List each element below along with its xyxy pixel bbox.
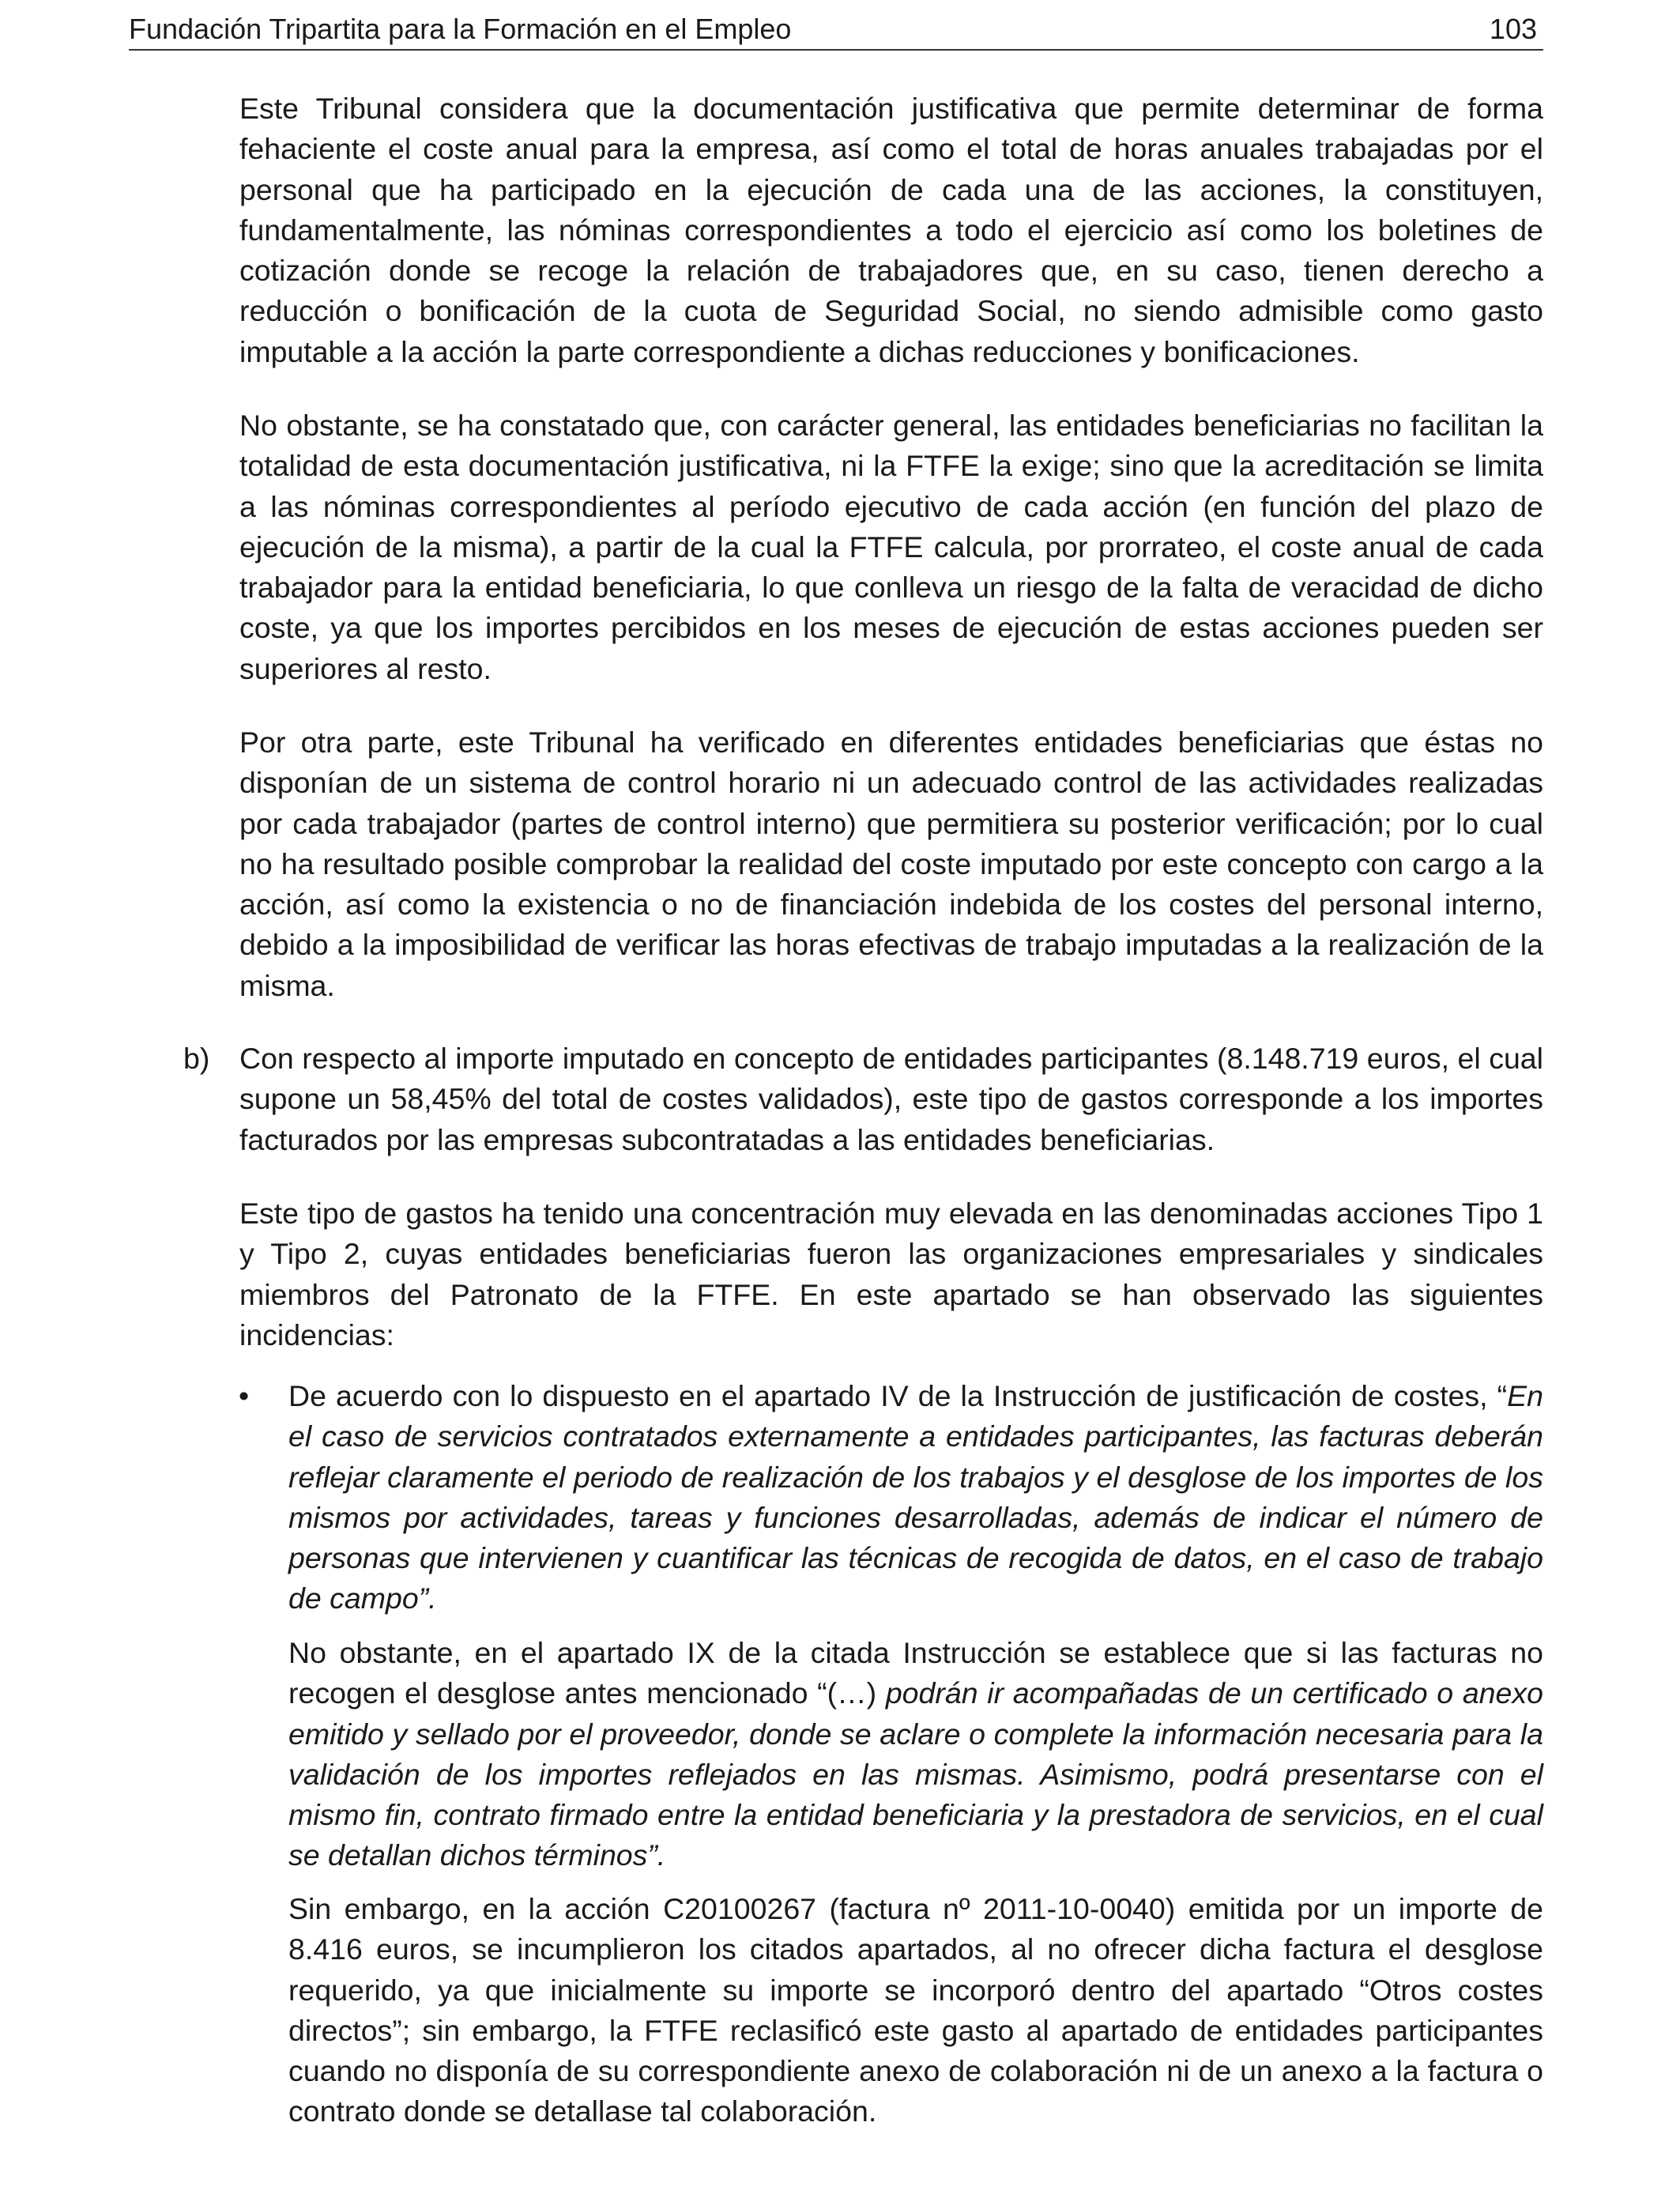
bullet-icon: • xyxy=(239,1379,250,1412)
paragraph-tribunal-documentation: Este Tribunal considera que la documentación justificativa que permite determinar de forma fehaciente el coste anual para la empresa, así como el total de horas anuales trabajadas por el personal que ha participado en la ejecución de cada una de las acciones, la constituyen, fundamentalmente, las nóminas correspondientes a todo el ejercicio así como los boletines de cotización donde se recoge la relación de trabajadores que, en su caso, tienen derecho a reducción o bonificación de la cuota de Seguridad Social, no siendo admisible como gasto imputable a la acción la parte correspondiente a dichas reducciones y bonificaciones. xyxy=(239,92,1543,368)
page-number: 103 xyxy=(1489,13,1537,45)
header-title: Fundación Tripartita para la Formación en el Empleo xyxy=(129,13,792,45)
bullet-item-instruccion xyxy=(288,1376,1543,1619)
paragraph-sin-embargo: Sin embargo, en la acción C20100267 (factura nº 2011-10-0040) emitida por un importe de 8.416 euros, se incumplieron los citados apartados, al no ofrecer dicha factura el desglose requerido, ya que inicialmente su importe se incorporó dentro del apartado “Otros costes directos”; sin embargo, la FTFE reclasificó este gasto al apartado de entidades participantes cuando no disponía de su correspondiente anexo de colaboración ni de un anexo a la factura o contrato donde se detallase tal colaboración. xyxy=(288,1892,1543,2128)
paragraph-tipo-gastos: Este tipo de gastos ha tenido una concentración muy elevada en las denominadas acciones Tipo 1 y Tipo 2, cuyas entidades beneficiarias fueron las organizaciones empresariales y sindicales miembros del Patronato de la FTFE. En este apartado se han observado las siguientes incidencias: xyxy=(239,1197,1543,1351)
bullet-plain-text: De acuerdo con lo dispuesto en el apartado IV de la Instrucción de justificación de costes, “ xyxy=(288,1379,1508,1412)
paragraph-item-b: Con respecto al importe imputado en concepto de entidades participantes (8.148.719 euros, el cual supone un 58,45% del total de costes validados), este tipo de gastos corresponde a los importes facturados por las empresas subcontratadas a las entidades beneficiarias. xyxy=(239,1042,1543,1156)
bullet-italic-quote: En el caso de servicios contratados externamente a entidades participantes, las facturas deberán reflejar claramente el periodo de realización de los trabajos y el desglose de los importes de los mismos por actividades, tareas y funciones desarrolladas, además de indicar el número de personas que intervienen y cuantificar las técnicas de recogida de datos, en el caso de trabajo de campo”. xyxy=(288,1379,1543,1615)
paragraph-no-obstante: No obstante, se ha constatado que, con carácter general, las entidades beneficiarias no facilitan la totalidad de esta documentación justificativa, ni la FTFE la exige; sino que la acreditación se limita a las nóminas correspondientes al período ejecutivo de cada acción (en función del plazo de ejecución de la misma), a partir de la cual la FTFE calcula, por prorrateo, el coste anual de cada trabajador para la entidad beneficiaria, lo que conlleva un riesgo de la falta de veracidad de dicho coste, ya que los importes percibidos en los meses de ejecución de estas acciones pueden ser superiores al resto. xyxy=(239,409,1543,685)
list-marker-b: b) xyxy=(183,1042,210,1075)
paragraph-por-otra-parte: Por otra parte, este Tribunal ha verificado en diferentes entidades beneficiarias que éstas no disponían de un sistema de control horario ni un adecuado control de las actividades realizadas por cada trabajador (partes de control interno) que permitiera su posterior verificación; por lo cual no ha resultado posible comprobar la realidad del coste imputado por este concepto con cargo a la acción, así como la existencia o no de financiación indebida de los costes del personal interno, debido a la imposibilidad de verificar las horas efectivas de trabajo imputadas a la realización de la misma. xyxy=(239,726,1543,1002)
paragraph-apartado-ix xyxy=(288,1633,1543,1876)
apartado-ix-plain-text: No obstante, en el apartado IX de la citada Instrucción se establece que si las facturas no recogen el desglose antes mencionado “(…) xyxy=(288,1636,1543,1710)
apartado-ix-italic-quote: podrán ir acompañadas de un certificado o anexo emitido y sellado por el proveedor, donde se aclare o complete la información necesaria para la validación de los importes reflejados en las mismas. Asimismo, podrá presentarse con el mismo fin, contrato firmado entre la entidad beneficiaria y la prestadora de servicios, en el cual se detallan dichos términos”. xyxy=(288,1676,1543,1872)
